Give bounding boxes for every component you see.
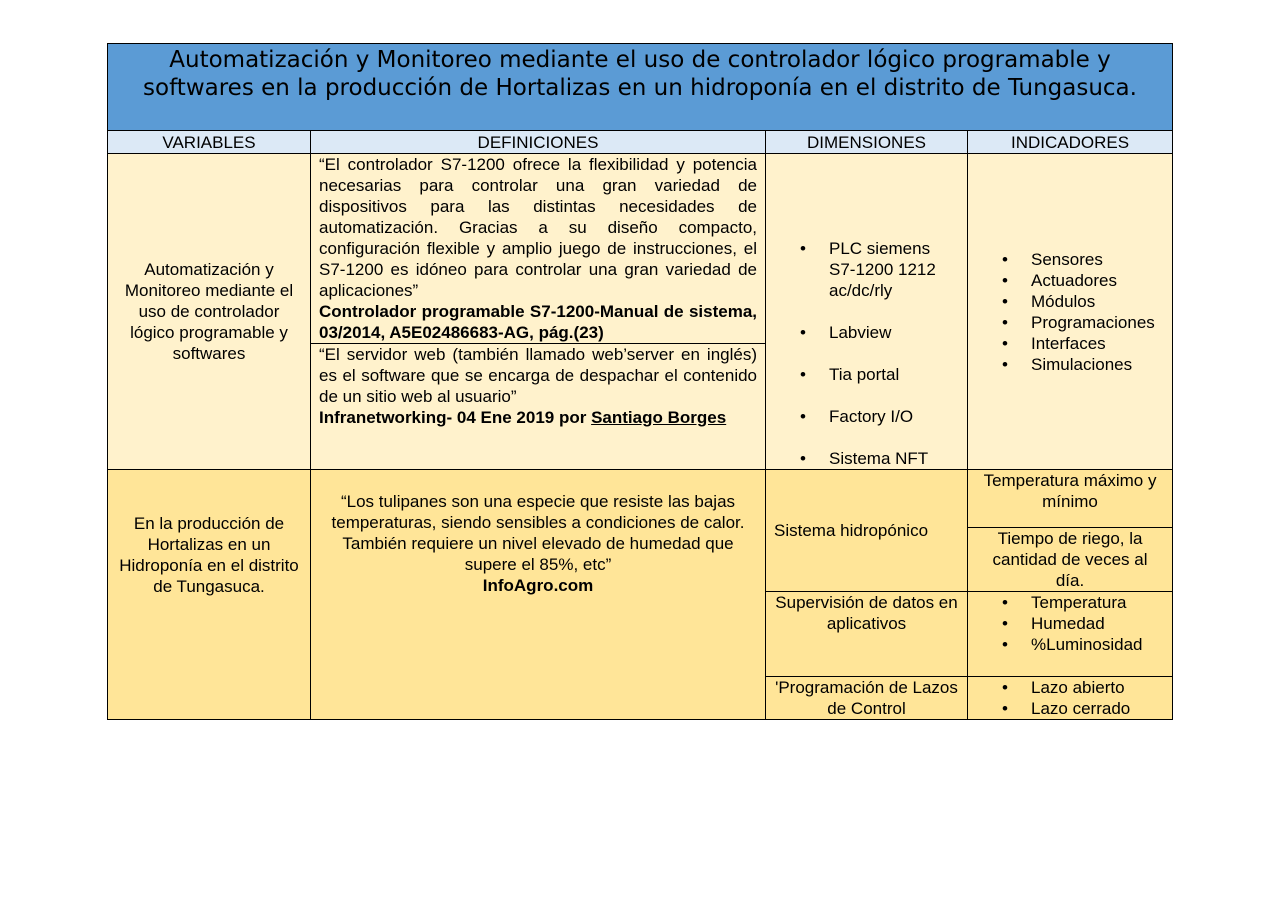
header-indicadores: INDICADORES xyxy=(968,131,1173,154)
definition-tulipanes-quote: “Los tulipanes son una especie que resiste las bajas temperaturas, siendo sensibles a condiciones de calor. También requiere un nivel elevado de humedad que supere el 85%, etc” xyxy=(331,492,745,574)
header-variables: VARIABLES xyxy=(108,131,311,154)
header-definiciones: DEFINICIONES xyxy=(311,131,766,154)
dimension-sistema-hidroponico: Sistema hidropónico xyxy=(766,470,968,592)
list-item: • Lazo cerrado xyxy=(976,698,1164,719)
variable-automatizacion: Automatización y Monitoreo mediante el uso de controlador lógico programable y softwares xyxy=(108,154,311,470)
list-item: • Temperatura xyxy=(976,592,1164,613)
list-item: • Interfaces xyxy=(976,333,1164,354)
list-item: • Lazo abierto xyxy=(976,677,1164,698)
indicators-supervision xyxy=(968,592,1173,677)
definition-webserver xyxy=(311,344,766,470)
definition-tulipanes xyxy=(311,470,766,720)
dimensions-automatizacion xyxy=(766,154,968,470)
webserver-source-author-link[interactable]: Santiago Borges xyxy=(591,408,727,427)
dimension-supervision-datos: Supervisión de datos en aplicativos xyxy=(766,592,968,677)
definition-webserver-source xyxy=(319,407,757,428)
list-item: • Humedad xyxy=(976,613,1164,634)
header-dimensiones: DIMENSIONES xyxy=(766,131,968,154)
webserver-source-prefix: Infranetworking- 04 Ene 2019 por xyxy=(319,408,587,427)
list-item: • Factory I/O xyxy=(774,406,959,427)
list-item: • Actuadores xyxy=(976,270,1164,291)
dimension-programacion-lazos: 'Programación de Lazos de Control xyxy=(766,677,968,720)
operationalization-table xyxy=(107,43,1173,720)
definition-plc-quote: “El controlador S7-1200 ofrece la flexibilidad y potencia necesarias para controlar una gran variedad de dispositivos para las distintas necesidades de automatización. Gracias a su diseño compacto, configuración flexible y amplio juego de instrucciones, el S7-1200 es idóneo para controlar una gran variedad de aplicaciones” xyxy=(319,155,757,300)
list-item: • Sensores xyxy=(976,249,1164,270)
list-item: • Sistema NFT xyxy=(774,448,959,469)
dimensions-list xyxy=(774,238,959,469)
list-item: • Módulos xyxy=(976,291,1164,312)
indicators-lazos xyxy=(968,677,1173,720)
indicator-temperatura-max-min: Temperatura máximo y mínimo xyxy=(968,470,1173,528)
supervision-indicators-list xyxy=(976,592,1164,655)
list-item: • Labview xyxy=(774,322,959,343)
list-item: • PLC siemens S7-1200 1212 ac/dc/rly xyxy=(774,238,959,301)
definition-tulipanes-source: InfoAgro.com xyxy=(482,576,594,595)
indicators-automatizacion xyxy=(968,154,1173,470)
list-item: • Programaciones xyxy=(976,312,1164,333)
definition-plc-source: Controlador programable S7-1200-Manual de sistema, 03/2014, A5E02486683-AG, pág.(23) xyxy=(319,302,757,342)
list-item: • Tia portal xyxy=(774,364,959,385)
indicators-list xyxy=(976,249,1164,375)
table-title: Automatización y Monitoreo mediante el uso de controlador lógico programable y softwares en la producción de Hortalizas en un hidroponía en el distrito de Tungasuca. xyxy=(108,44,1173,131)
definition-webserver-quote: “El servidor web (también llamado web’server en inglés) es el software que se encarga de despachar el contenido de un sitio web al usuario” xyxy=(319,345,757,406)
lazos-indicators-list xyxy=(976,677,1164,719)
definition-plc xyxy=(311,154,766,344)
variable-produccion: En la producción de Hortalizas en un Hidroponía en el distrito de Tungasuca. xyxy=(108,470,311,720)
indicator-tiempo-riego: Tiempo de riego, la cantidad de veces al día. xyxy=(968,528,1173,592)
list-item: • %Luminosidad xyxy=(976,634,1164,655)
list-item: • Simulaciones xyxy=(976,354,1164,375)
